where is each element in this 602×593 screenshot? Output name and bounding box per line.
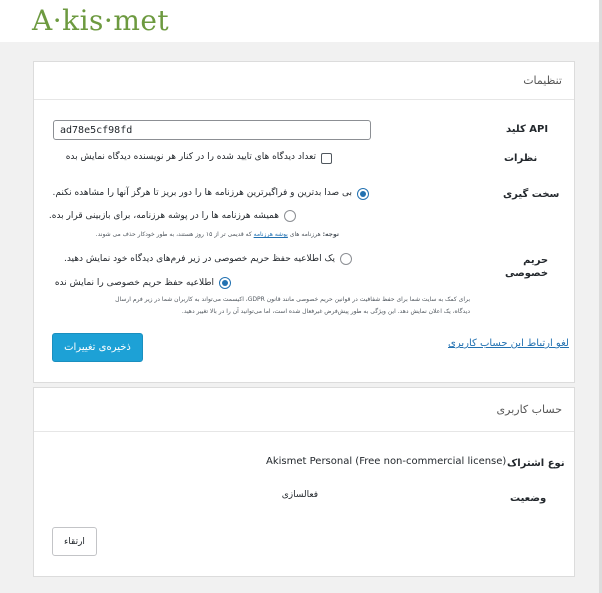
- privacy-help-line1: برای کمک به سایت شما برای حفظ شفافیت در قوانین حریم خصوصی مانند قانون GDPR، اکیسمت می‌تواند به کاربران شما در زیر فرم ارسال: [115, 296, 470, 303]
- privacy-hide-label: اطلاعیه حفظ حریم خصوصی را نمایش نده: [54, 278, 214, 288]
- note-text-1: هرزنامه های: [289, 231, 321, 238]
- subscription-type-label: نوع اشتراک: [507, 458, 565, 469]
- settings-header: [34, 62, 574, 100]
- privacy-show-radio[interactable]: [340, 253, 352, 265]
- strictness-discard-label: بی صدا بدترین و فراگیرترین هرزنامه ها را دور بریز تا هرگز آنها را مشاهده نکنم.: [52, 188, 352, 198]
- subscription-type-value: Akismet Personal (Free non-commercial license): [266, 456, 507, 467]
- api-key-label: کلید API: [506, 124, 549, 135]
- privacy-label-line1: حریم: [523, 255, 549, 266]
- upgrade-button[interactable]: ارتقاء: [52, 527, 97, 556]
- strictness-folder-label: همیشه هرزنامه ها را در پوشه هرزنامه، برای بازبینی قرار بده.: [48, 211, 279, 221]
- akismet-logo: A·kis·met: [32, 4, 170, 37]
- privacy-label: [505, 254, 548, 280]
- spam-folder-link[interactable]: پوشه هرزنامه: [253, 231, 288, 238]
- top-bar: [0, 0, 602, 42]
- status-value: فعالسازی: [281, 490, 318, 500]
- save-changes-button[interactable]: ذخیره‌ی تغییرات: [52, 333, 143, 362]
- strictness-discard-radio[interactable]: [357, 188, 369, 200]
- strictness-folder-radio[interactable]: [284, 210, 296, 222]
- account-header: [34, 388, 574, 432]
- settings-title: تنظیمات: [523, 74, 562, 87]
- privacy-show-label: یک اطلاعیه حفظ حریم خصوصی در زیر فرم‌های دیدگاه خود نمایش دهید.: [63, 254, 335, 264]
- privacy-label-line2: خصوصی: [505, 268, 549, 279]
- comments-label: نظرات: [504, 153, 538, 164]
- note-prefix: توجه:: [322, 231, 339, 238]
- show-approved-count-label: تعداد دیدگاه های تایید شده را در کنار هر نویسنده دیدگاه نمایش بده: [65, 152, 316, 162]
- api-key-input[interactable]: [53, 120, 371, 140]
- strictness-label: سخت گیری: [503, 189, 560, 200]
- settings-panel: [33, 61, 575, 383]
- disconnect-account-link[interactable]: لغو ارتباط این حساب کاربری: [448, 338, 569, 349]
- account-title: حساب کاربری: [496, 403, 562, 416]
- status-label: وضعیت: [510, 493, 547, 504]
- account-panel: [33, 387, 575, 577]
- spam-folder-note: [96, 231, 339, 238]
- show-approved-count-checkbox[interactable]: [321, 153, 332, 164]
- radio-selected-dot: [222, 280, 228, 286]
- privacy-help-line2: دیدگاه، یک اعلان نمایش دهد. این ویژگی به طور پیش‌فرض غیرفعال شده است، اما می‌توانید آن را در بالا تغییر دهید.: [181, 308, 470, 315]
- note-text-2: که قدیمی تر از ۱۵ روز هستند، به طور خودکار حذف می شوند.: [95, 231, 252, 238]
- radio-selected-dot: [360, 191, 366, 197]
- privacy-hide-radio[interactable]: [219, 277, 231, 289]
